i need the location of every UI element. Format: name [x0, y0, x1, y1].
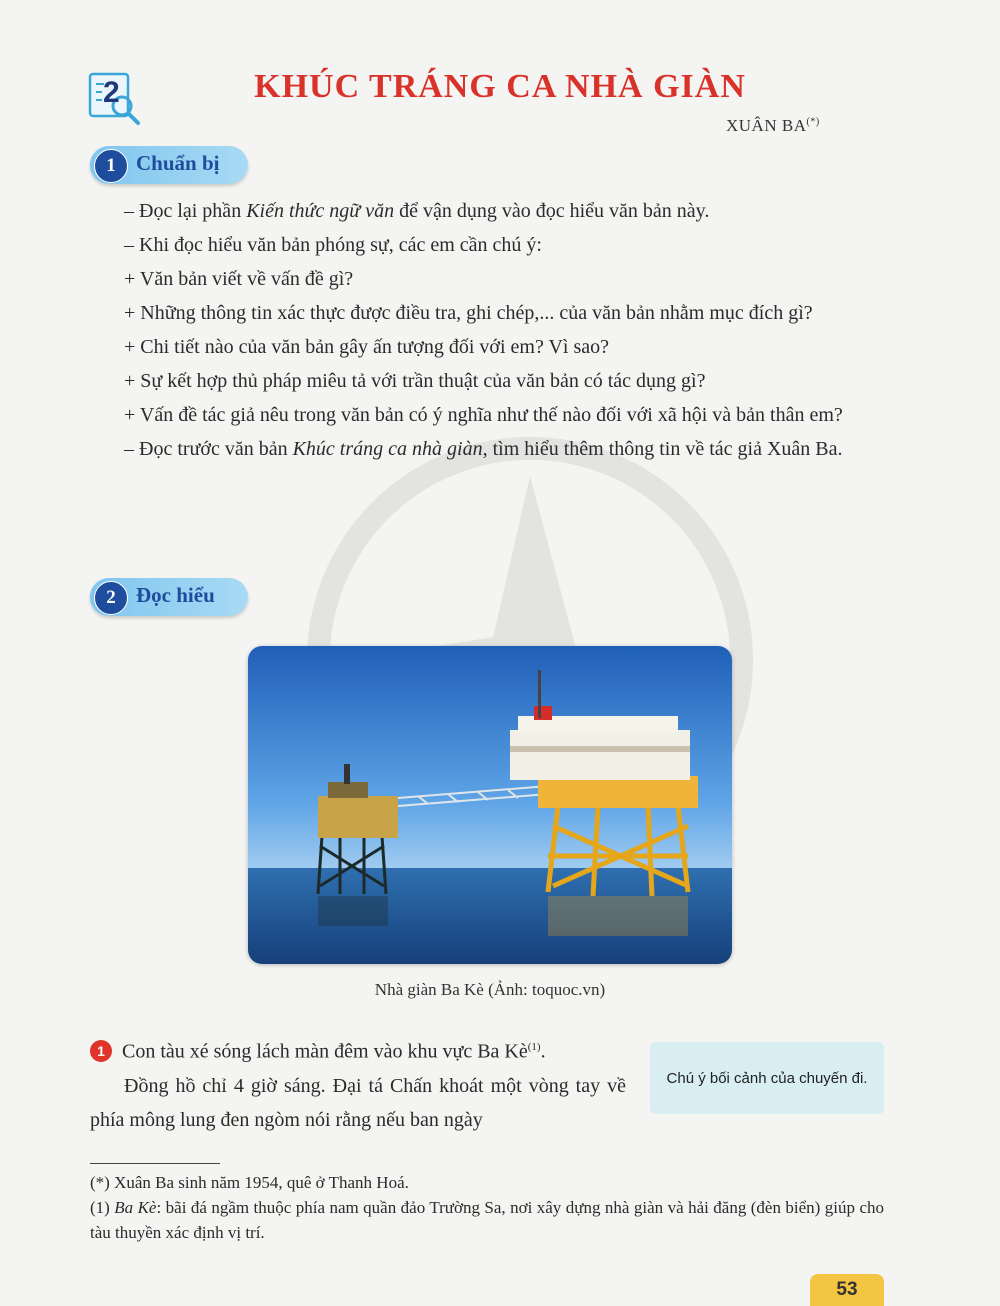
footnote-author: (*) Xuân Ba sinh năm 1954, quê ở Thanh Hoá. — [90, 1173, 409, 1192]
text: , tìm hiểu thêm thông tin về tác giả Xuân Ba. — [482, 438, 843, 460]
prep-line-4: + Những thông tin xác thực được điều tra, ghi chép,... của văn bản nhằm mục đích gì? — [124, 302, 813, 324]
section-heading-prep — [90, 146, 248, 184]
section-number: 1 — [94, 149, 128, 183]
prep-line-2: – Khi đọc hiểu văn bản phóng sự, các em cần chú ý: — [124, 234, 542, 256]
prep-line-7: + Vấn đề tác giả nêu trong văn bản có ý nghĩa như thế nào đối với xã hội và bản thân em? — [124, 404, 843, 426]
reading-para-2: Đồng hồ chỉ 4 giờ sáng. Đại tá Chấn khoát một vòng tay về phía mông lung đen ngòm nói rằng nếu ban ngày — [90, 1074, 626, 1131]
text: để vận dụng vào đọc hiểu văn bản này. — [394, 200, 710, 222]
reading-text — [90, 1030, 626, 1137]
page-title: KHÚC TRÁNG CA NHÀ GIÀN — [254, 68, 746, 105]
reading-para-1 — [90, 1030, 626, 1069]
author-text: XUÂN BA — [726, 116, 807, 135]
footnote-1 — [90, 1195, 884, 1245]
side-note-box: Chú ý bối cảnh của chuyến đi. — [650, 1042, 884, 1114]
author-footnote-mark: (*) — [806, 116, 820, 128]
text: – Đọc trước văn bản — [124, 438, 293, 460]
lesson-number: 2 — [103, 76, 120, 109]
prep-text — [90, 194, 884, 466]
footnote-ref: (1) — [527, 1041, 541, 1053]
text: . — [540, 1040, 546, 1063]
section-label: Chuẩn bị — [136, 151, 220, 175]
footnote-divider — [90, 1163, 220, 1164]
section-heading-reading — [90, 578, 248, 616]
prep-line-3: + Văn bản viết về vấn đề gì? — [124, 268, 354, 290]
footnotes — [90, 1170, 884, 1245]
photo-caption: Nhà giàn Ba Kè (Ảnh: toquoc.vn) — [374, 980, 606, 999]
photo-oil-rig — [248, 646, 732, 964]
prep-line-6: + Sự kết hợp thủ pháp miêu tả với trần thuật của văn bản có tác dụng gì? — [124, 370, 706, 392]
text: : bãi đá ngầm thuộc phía nam quần đảo Trường Sa, nơi xây dựng nhà giàn và hải đăng (đèn biển) giúp cho tàu thuyền xác định vị trí. — [90, 1198, 884, 1242]
emphasis: Kiến thức ngữ văn — [246, 200, 395, 222]
page-number: 53 — [810, 1274, 884, 1306]
paragraph-number-badge: 1 — [90, 1040, 112, 1062]
text: (1) — [90, 1198, 115, 1217]
prep-line-1 — [90, 194, 884, 228]
author-name — [726, 116, 820, 136]
section-label: Đọc hiểu — [136, 583, 215, 607]
section-number: 2 — [94, 581, 128, 615]
emphasis: Ba Kè — [114, 1198, 157, 1217]
text: – Đọc lại phần — [124, 200, 247, 222]
prep-line-5: + Chi tiết nào của văn bản gây ấn tượng đối với em? Vì sao? — [124, 336, 610, 358]
emphasis: Khúc tráng ca nhà giàn — [292, 438, 483, 460]
prep-line-8 — [90, 432, 884, 466]
text: Con tàu xé sóng lách màn đêm vào khu vực Ba Kè — [122, 1040, 528, 1063]
